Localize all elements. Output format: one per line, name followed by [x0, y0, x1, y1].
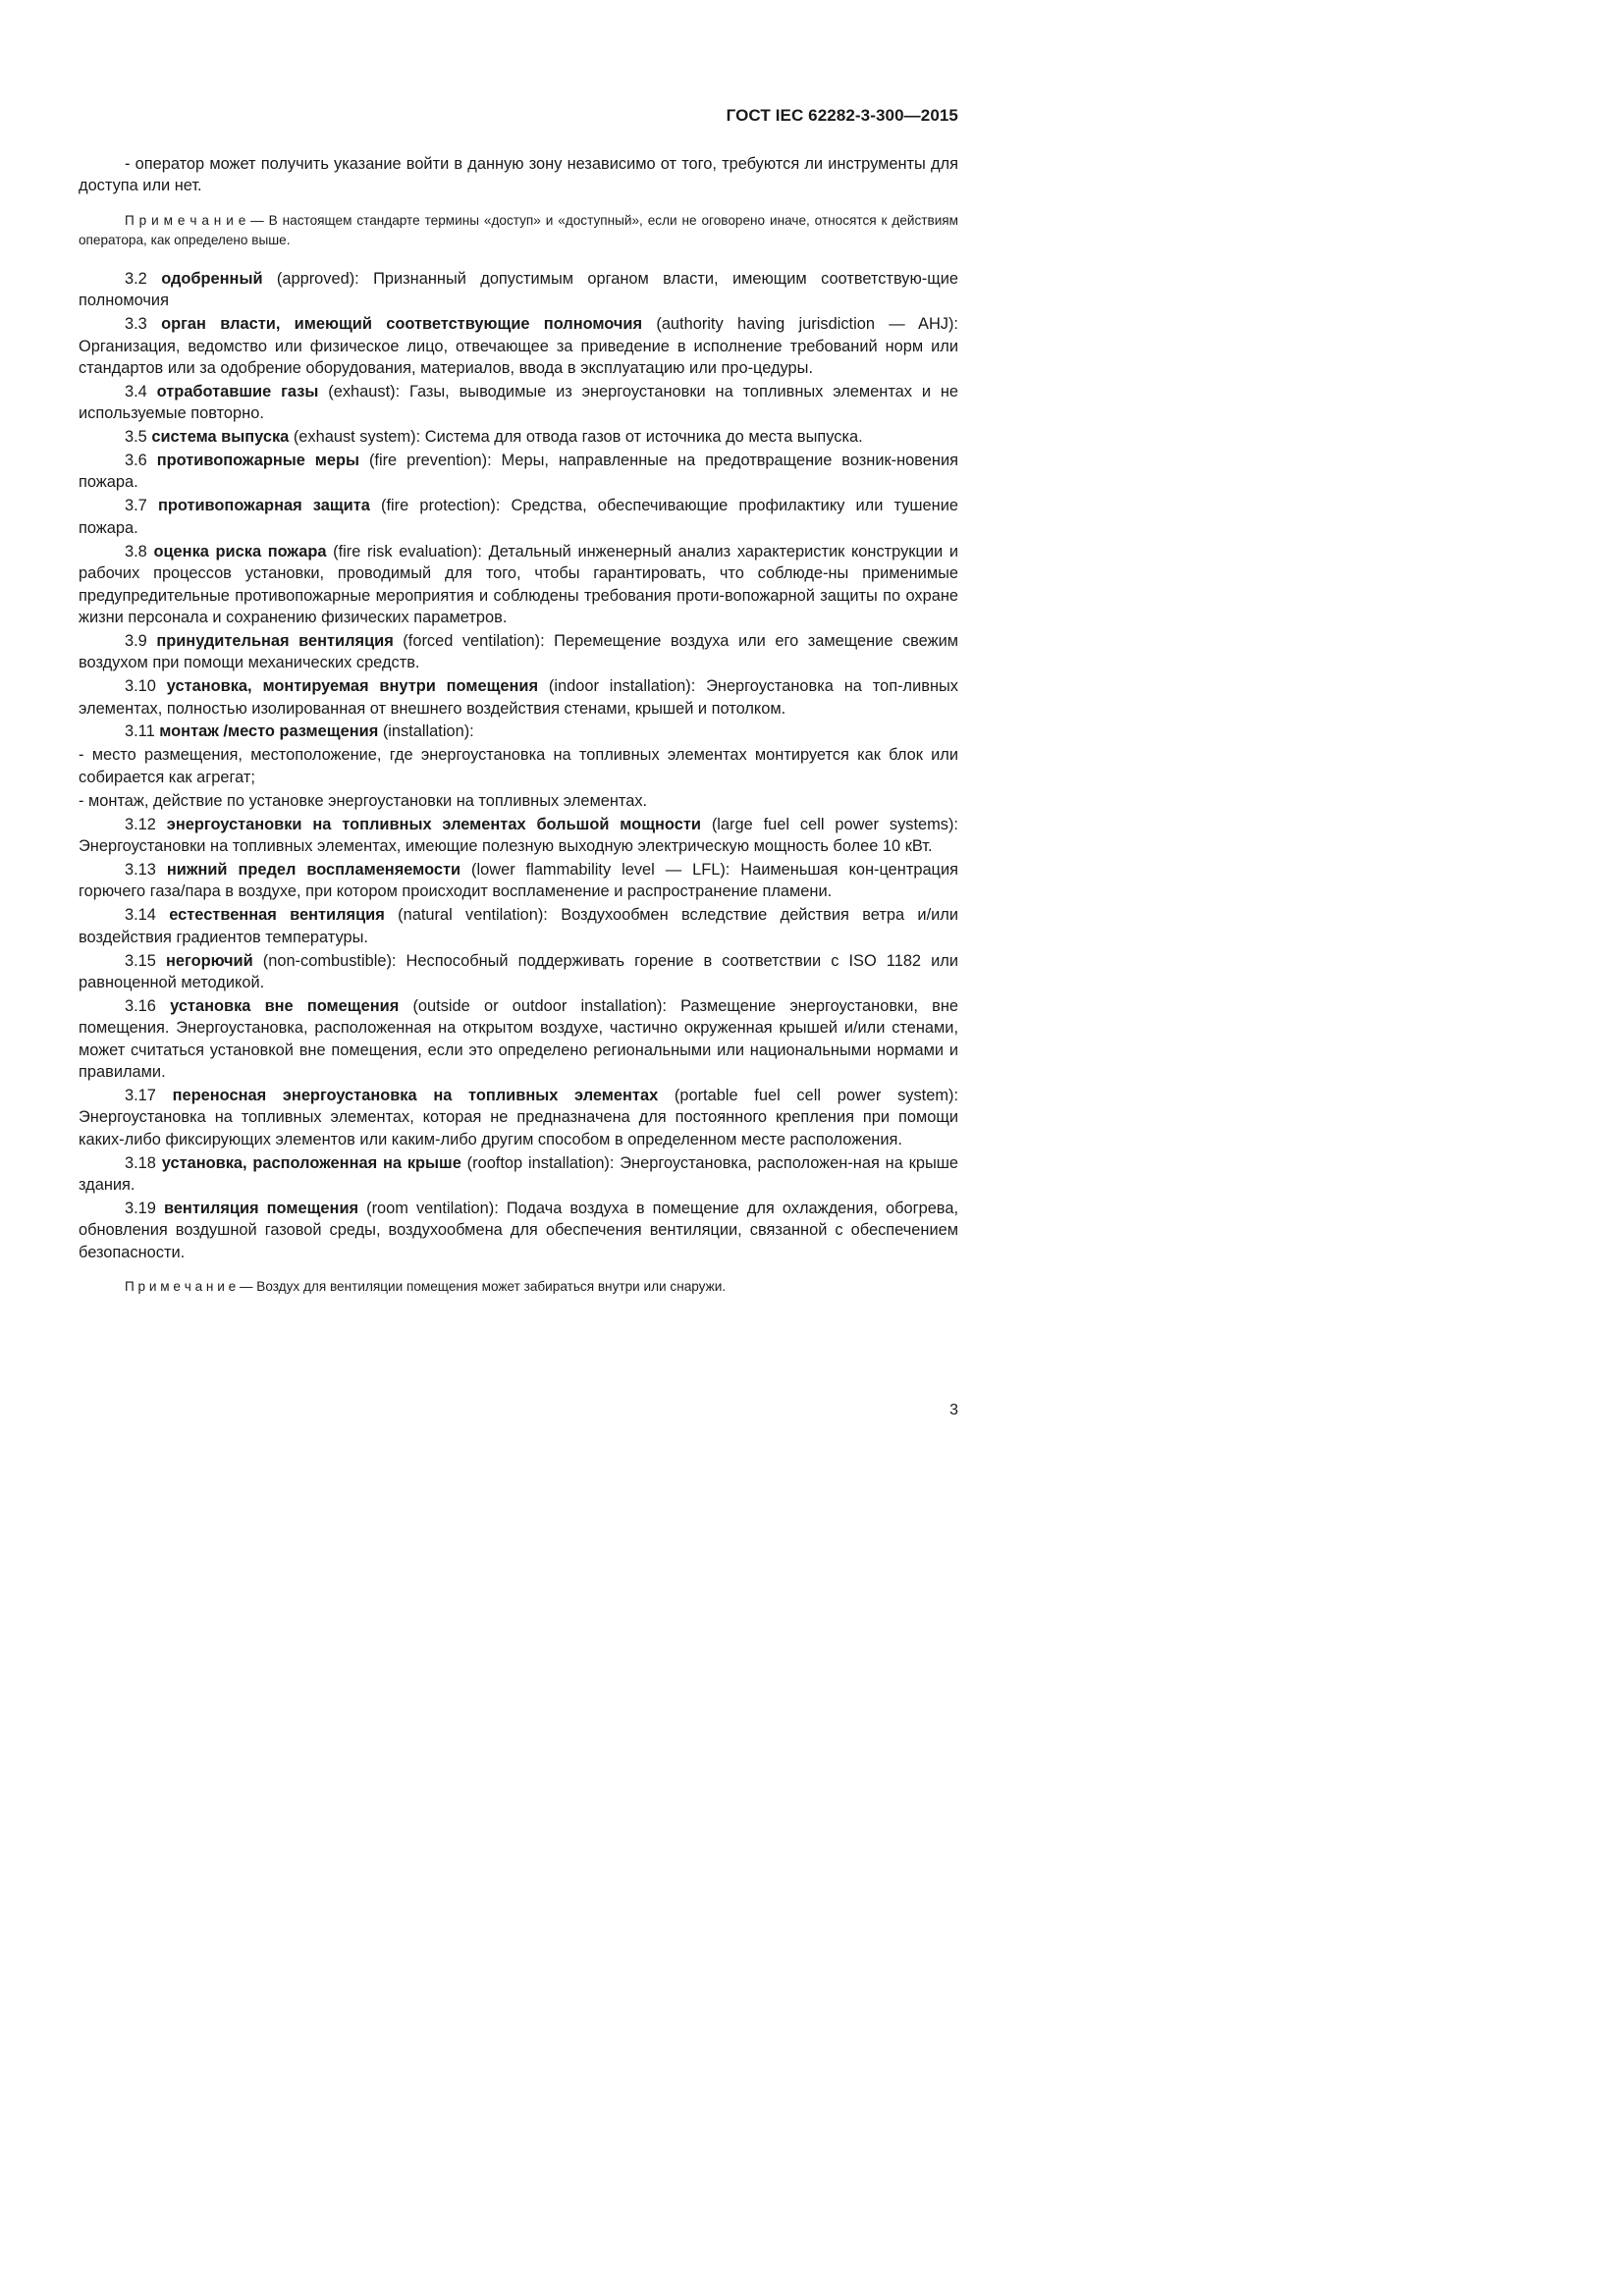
term-title: установка вне помещения — [170, 996, 400, 1015]
term-3-2: 3.2 одобренный (approved): Признанный допустимым органом власти, имеющим соответствую-щие полномочия — [79, 269, 958, 310]
term-definition: (forced ventilation): Перемещение воздуха или его замещение свежим воздухом при помощи механических средств. — [79, 631, 958, 672]
term-definition: (room ventilation): Подача воздуха в помещение для охлаждения, обогрева, обновления воздушной газовой среды, воздухообмена для обеспечения вентиляции, связанной с обеспечением безопасности. — [79, 1199, 958, 1261]
document-page — [0, 0, 1084, 1530]
term-definition: (exhaust system): Система для отвода газов от источника до места выпуска. — [289, 428, 863, 447]
term-3-4: 3.4 отработавшие газы (exhaust): Газы, выводимые из энергоустановки на топливных элементах и не используемые повторно. — [79, 382, 959, 423]
term-title: орган власти, имеющий соответствующие полномочия — [161, 315, 643, 334]
term-title: противопожарная защита — [157, 497, 370, 515]
term-title: энергоустановки на топливных элементах большой мощности — [166, 815, 701, 833]
term-3-10: 3.10 установка, монтируемая внутри помещения (indoor installation): Энергоустановка на топ-ливных элементах, полностью изолированная от внешнего воздействия стенами, крышей и потолком. — [79, 677, 958, 718]
note-label: П р и м е ч а н и е — [125, 1279, 237, 1295]
note-text: — В настоящем стандарте термины «доступ» и «доступный», если не оговорено иначе, относятся к действиям оператора, как определено выше. — [79, 212, 959, 247]
term-title: оценка риска пожара — [153, 542, 327, 561]
term-3-3: 3.3 орган власти, имеющий соответствующие полномочия (authority having jurisdiction — AHJ): Организация, ведомство или физическое лицо, отвечающее за приведение в исполнение требований норм или стандартов или за одобрение оборудования, материалов, ввода в эксплуатацию или про-цедуры. — [79, 315, 958, 377]
term-definition: (approved): Признанный допустимым органом власти, имеющим соответствую-щие полномочия — [79, 269, 958, 310]
installation-item: - место размещения, местоположение, где энергоустановка на топливных элементах монтируется как блок или собирается как агрегат; — [79, 746, 958, 786]
note-room-ventilation — [79, 1277, 958, 1297]
term-definition: (installation): — [378, 722, 474, 741]
term-3-6: 3.6 противопожарные меры (fire prevention): Меры, направленные на предотвращение возник-новения пожара. — [79, 452, 958, 492]
term-3-8: 3.8 оценка риска пожара (fire risk evaluation): Детальный инженерный анализ характеристик конструкции и рабочих процессов установки, проводимый для того, чтобы гарантировать, что соблюде-ны применимые предупредительные противопожарные мероприятия и соблюдены требования проти-вопожарной защиты по охране жизни персонала и сохранению физических параметров. — [79, 542, 958, 626]
term-3-9: 3.9 принудительная вентиляция (forced ventilation): Перемещение воздуха или его замещение свежим воздухом при помощи механических средств. — [79, 631, 958, 672]
term-definition: (fire protection): Средства, обеспечивающие профилактику или тушение пожара. — [79, 497, 958, 537]
term-3-14: 3.14 естественная вентиляция (natural ventilation): Воздухообмен вследствие действия ветра и/или воздействия градиентов температуры. — [79, 906, 958, 946]
term-definition: (non-combustible): Неспособный поддерживать горение в соответствии с ISO 1182 или равноценной методикой. — [79, 951, 958, 991]
document-body — [79, 153, 958, 1314]
term-definition: (indoor installation): Энергоустановка на топ-ливных элементах, полностью изолированная от внешнего воздействия стенами, крышей и потолком. — [79, 677, 958, 718]
note-text: — Воздух для вентиляции помещения может забираться внутри или снаружи. — [236, 1279, 727, 1295]
intro-dash-item: - оператор может получить указание войти в данную зону независимо от того, требуются ли инструменты для доступа или нет. — [79, 155, 958, 195]
term-definition: (large fuel cell power systems): Энергоустановки на топливных элементах, имеющие полезную выходную электрическую мощность более 10 кВт. — [79, 815, 958, 855]
term-definition: (lower flammability level — LFL): Наименьшая кон-центрация горючего газа/пара в воздухе, при котором происходит воспламенение и распространение пламени. — [79, 860, 958, 901]
term-3-13: 3.13 нижний предел воспламеняемости (lower flammability level — LFL): Наименьшая кон-центрация горючего газа/пара в воздухе, при котором происходит воспламенение и распространение пламени. — [79, 860, 958, 901]
term-3-18: 3.18 установка, расположенная на крыше (rooftop installation): Энергоустановка, расположен-ная на крыше здания. — [79, 1153, 958, 1195]
term-title: негорючий — [165, 951, 253, 970]
note-label: П р и м е ч а н и е — [125, 212, 246, 228]
term-title: система выпуска — [151, 428, 290, 447]
term-title: вентиляция помещения — [163, 1199, 359, 1217]
term-title: одобренный — [161, 269, 263, 288]
note-access — [79, 211, 958, 250]
page-number: 3 — [949, 1402, 958, 1418]
term-3-11: 3.11 монтаж /место размещения (installation): — [125, 722, 474, 741]
standard-header: ГОСТ IEC 62282-3-300—2015 — [726, 106, 958, 125]
term-definition: (outside or outdoor installation): Размещение энергоустановки, вне помещения. Энергоустановка, расположенная на открытом воздухе, частично окруженная крышей и/или стенами, может считаться установкой вне помещения, если это определено региональными или национальными нормами и правилами. — [79, 996, 958, 1082]
term-3-15: 3.15 негорючий (non-combustible): Неспособный поддерживать горение в соответствии с ISO 1182 или равноценной методикой. — [79, 951, 958, 991]
term-3-5: 3.5 система выпуска (exhaust system): Система для отвода газов от источника до места выпуска. — [125, 428, 863, 447]
term-3-17: 3.17 переносная энергоустановка на топливных элементах (portable fuel cell power system): Энергоустановка на топливных элементах, которая не предназначена для постоянного крепления при помощи каких-либо фиксирующих элементов или каким-либо другим способом в определенном месте расположения. — [79, 1086, 959, 1148]
term-definition: (exhaust): Газы, выводимые из энергоустановки на топливных элементах и не используемые повторно. — [79, 382, 959, 423]
term-definition: (authority having jurisdiction — AHJ): Организация, ведомство или физическое лицо, отвечающее за приведение в исполнение требований норм или стандартов или за одобрение оборудования, материалов, ввода в эксплуатацию или про-цедуры. — [79, 315, 958, 377]
term-3-12: 3.12 энергоустановки на топливных элементах большой мощности (large fuel cell power systems): Энергоустановки на топливных элементах, имеющие полезную выходную электрическую мощность более 10 кВт. — [79, 815, 958, 855]
term-3-19: 3.19 вентиляция помещения (room ventilation): Подача воздуха в помещение для охлаждения, обогрева, обновления воздушной газовой среды, воздухообмена для обеспечения вентиляции, связанной с обеспечением безопасности. — [79, 1199, 958, 1261]
term-title: противопожарные меры — [156, 452, 360, 470]
term-title: принудительная вентиляция — [156, 631, 394, 650]
term-title: естественная вентиляция — [169, 906, 385, 925]
term-title: монтаж /место размещения — [159, 722, 379, 741]
term-3-7: 3.7 противопожарная защита (fire protection): Средства, обеспечивающие профилактику или тушение пожара. — [79, 497, 958, 537]
installation-item: - монтаж, действие по установке энергоустановки на топливных элементах. — [79, 791, 648, 810]
term-definition: (fire prevention): Меры, направленные на предотвращение возник-новения пожара. — [79, 452, 958, 492]
term-title: установка, монтируемая внутри помещения — [166, 677, 539, 696]
term-title: установка, расположенная на крыше — [161, 1153, 461, 1172]
term-definition: (portable fuel cell power system): Энергоустановка на топливных элементах, которая не предназначена для постоянного крепления при помощи каких-либо фиксирующих элементов или каким-либо другим способом в определенном месте расположения. — [79, 1086, 959, 1148]
term-3-16: 3.16 установка вне помещения (outside or outdoor installation): Размещение энергоустановки, вне помещения. Энергоустановка, расположенная на открытом воздухе, частично окруженная крышей и/или стенами, может считаться установкой вне помещения, если это определено региональными или национальными нормами и правилами. — [79, 996, 958, 1082]
term-definition: (natural ventilation): Воздухообмен вследствие действия ветра и/или воздействия градиентов температуры. — [79, 906, 958, 946]
term-title: нижний предел воспламеняемости — [166, 860, 461, 879]
term-definition: (fire risk evaluation): Детальный инженерный анализ характеристик конструкции и рабочих процессов установки, проводимый для того, чтобы гарантировать, что соблюде-ны применимые предупредительные противопожарные мероприятия и соблюдены требования проти-вопожарной защиты по охране жизни персонала и сохранению физических параметров. — [79, 542, 958, 626]
term-title: отработавшие газы — [156, 382, 319, 400]
term-title: переносная энергоустановка на топливных элементах — [172, 1086, 659, 1104]
term-definition: (rooftop installation): Энергоустановка, расположен-ная на крыше здания. — [79, 1153, 958, 1195]
